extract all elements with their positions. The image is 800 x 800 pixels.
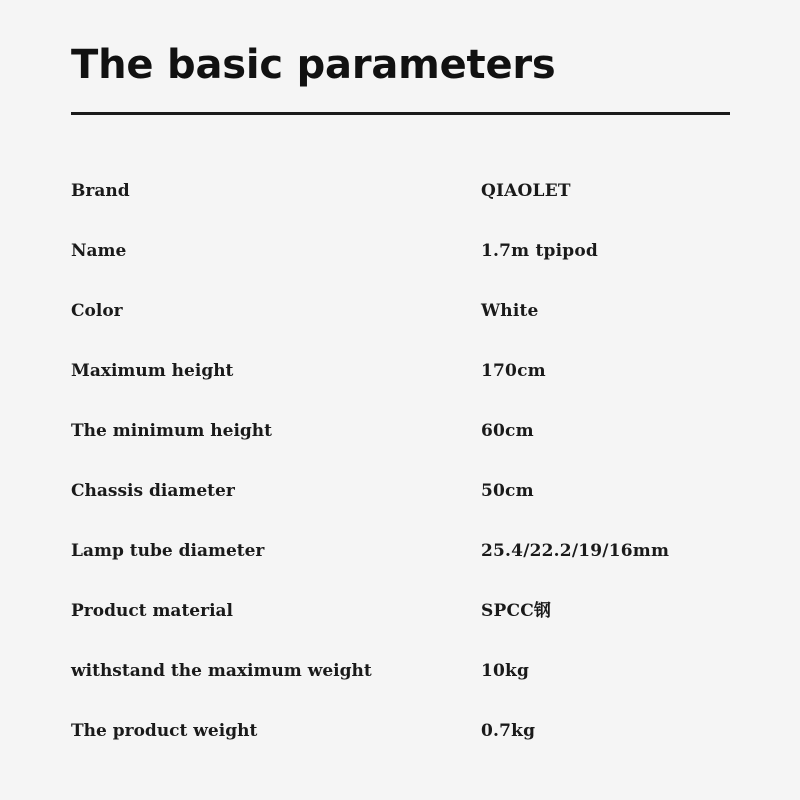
spec-value: 25.4/22.2/19/16mm	[481, 541, 670, 561]
spec-row-chassis-diameter	[71, 461, 730, 521]
spec-label: Maximum height	[71, 361, 234, 381]
page-title: The basic parameters	[71, 42, 556, 88]
spec-value: 60cm	[481, 421, 534, 441]
spec-row-name	[71, 221, 730, 281]
spec-label: The minimum height	[71, 421, 272, 441]
spec-value: White	[481, 301, 539, 321]
spec-value: 170cm	[481, 361, 546, 381]
title-divider	[71, 112, 730, 115]
spec-row-product-material	[71, 581, 730, 641]
spec-row-product-weight	[71, 701, 730, 761]
spec-row-maximum-height	[71, 341, 730, 401]
spec-value: 50cm	[481, 481, 534, 501]
spec-label: Product material	[71, 601, 234, 621]
spec-label: The product weight	[71, 721, 258, 741]
spec-label: Lamp tube diameter	[71, 541, 265, 561]
spec-label: Name	[71, 241, 127, 261]
spec-value: 1.7m tpipod	[481, 241, 598, 261]
spec-row-max-weight	[71, 641, 730, 701]
spec-label: Chassis diameter	[71, 481, 235, 501]
spec-label: Brand	[71, 181, 130, 201]
spec-table	[71, 161, 730, 761]
spec-row-minimum-height	[71, 401, 730, 461]
spec-value: 10kg	[481, 661, 530, 681]
spec-row-lamp-tube-diameter	[71, 521, 730, 581]
spec-value: 0.7kg	[481, 721, 536, 741]
spec-value: SPCC钢	[481, 601, 552, 621]
spec-value: QIAOLET	[481, 181, 571, 201]
spec-label: withstand the maximum weight	[71, 661, 372, 681]
spec-row-brand	[71, 161, 730, 221]
spec-label: Color	[71, 301, 123, 321]
spec-row-color	[71, 281, 730, 341]
